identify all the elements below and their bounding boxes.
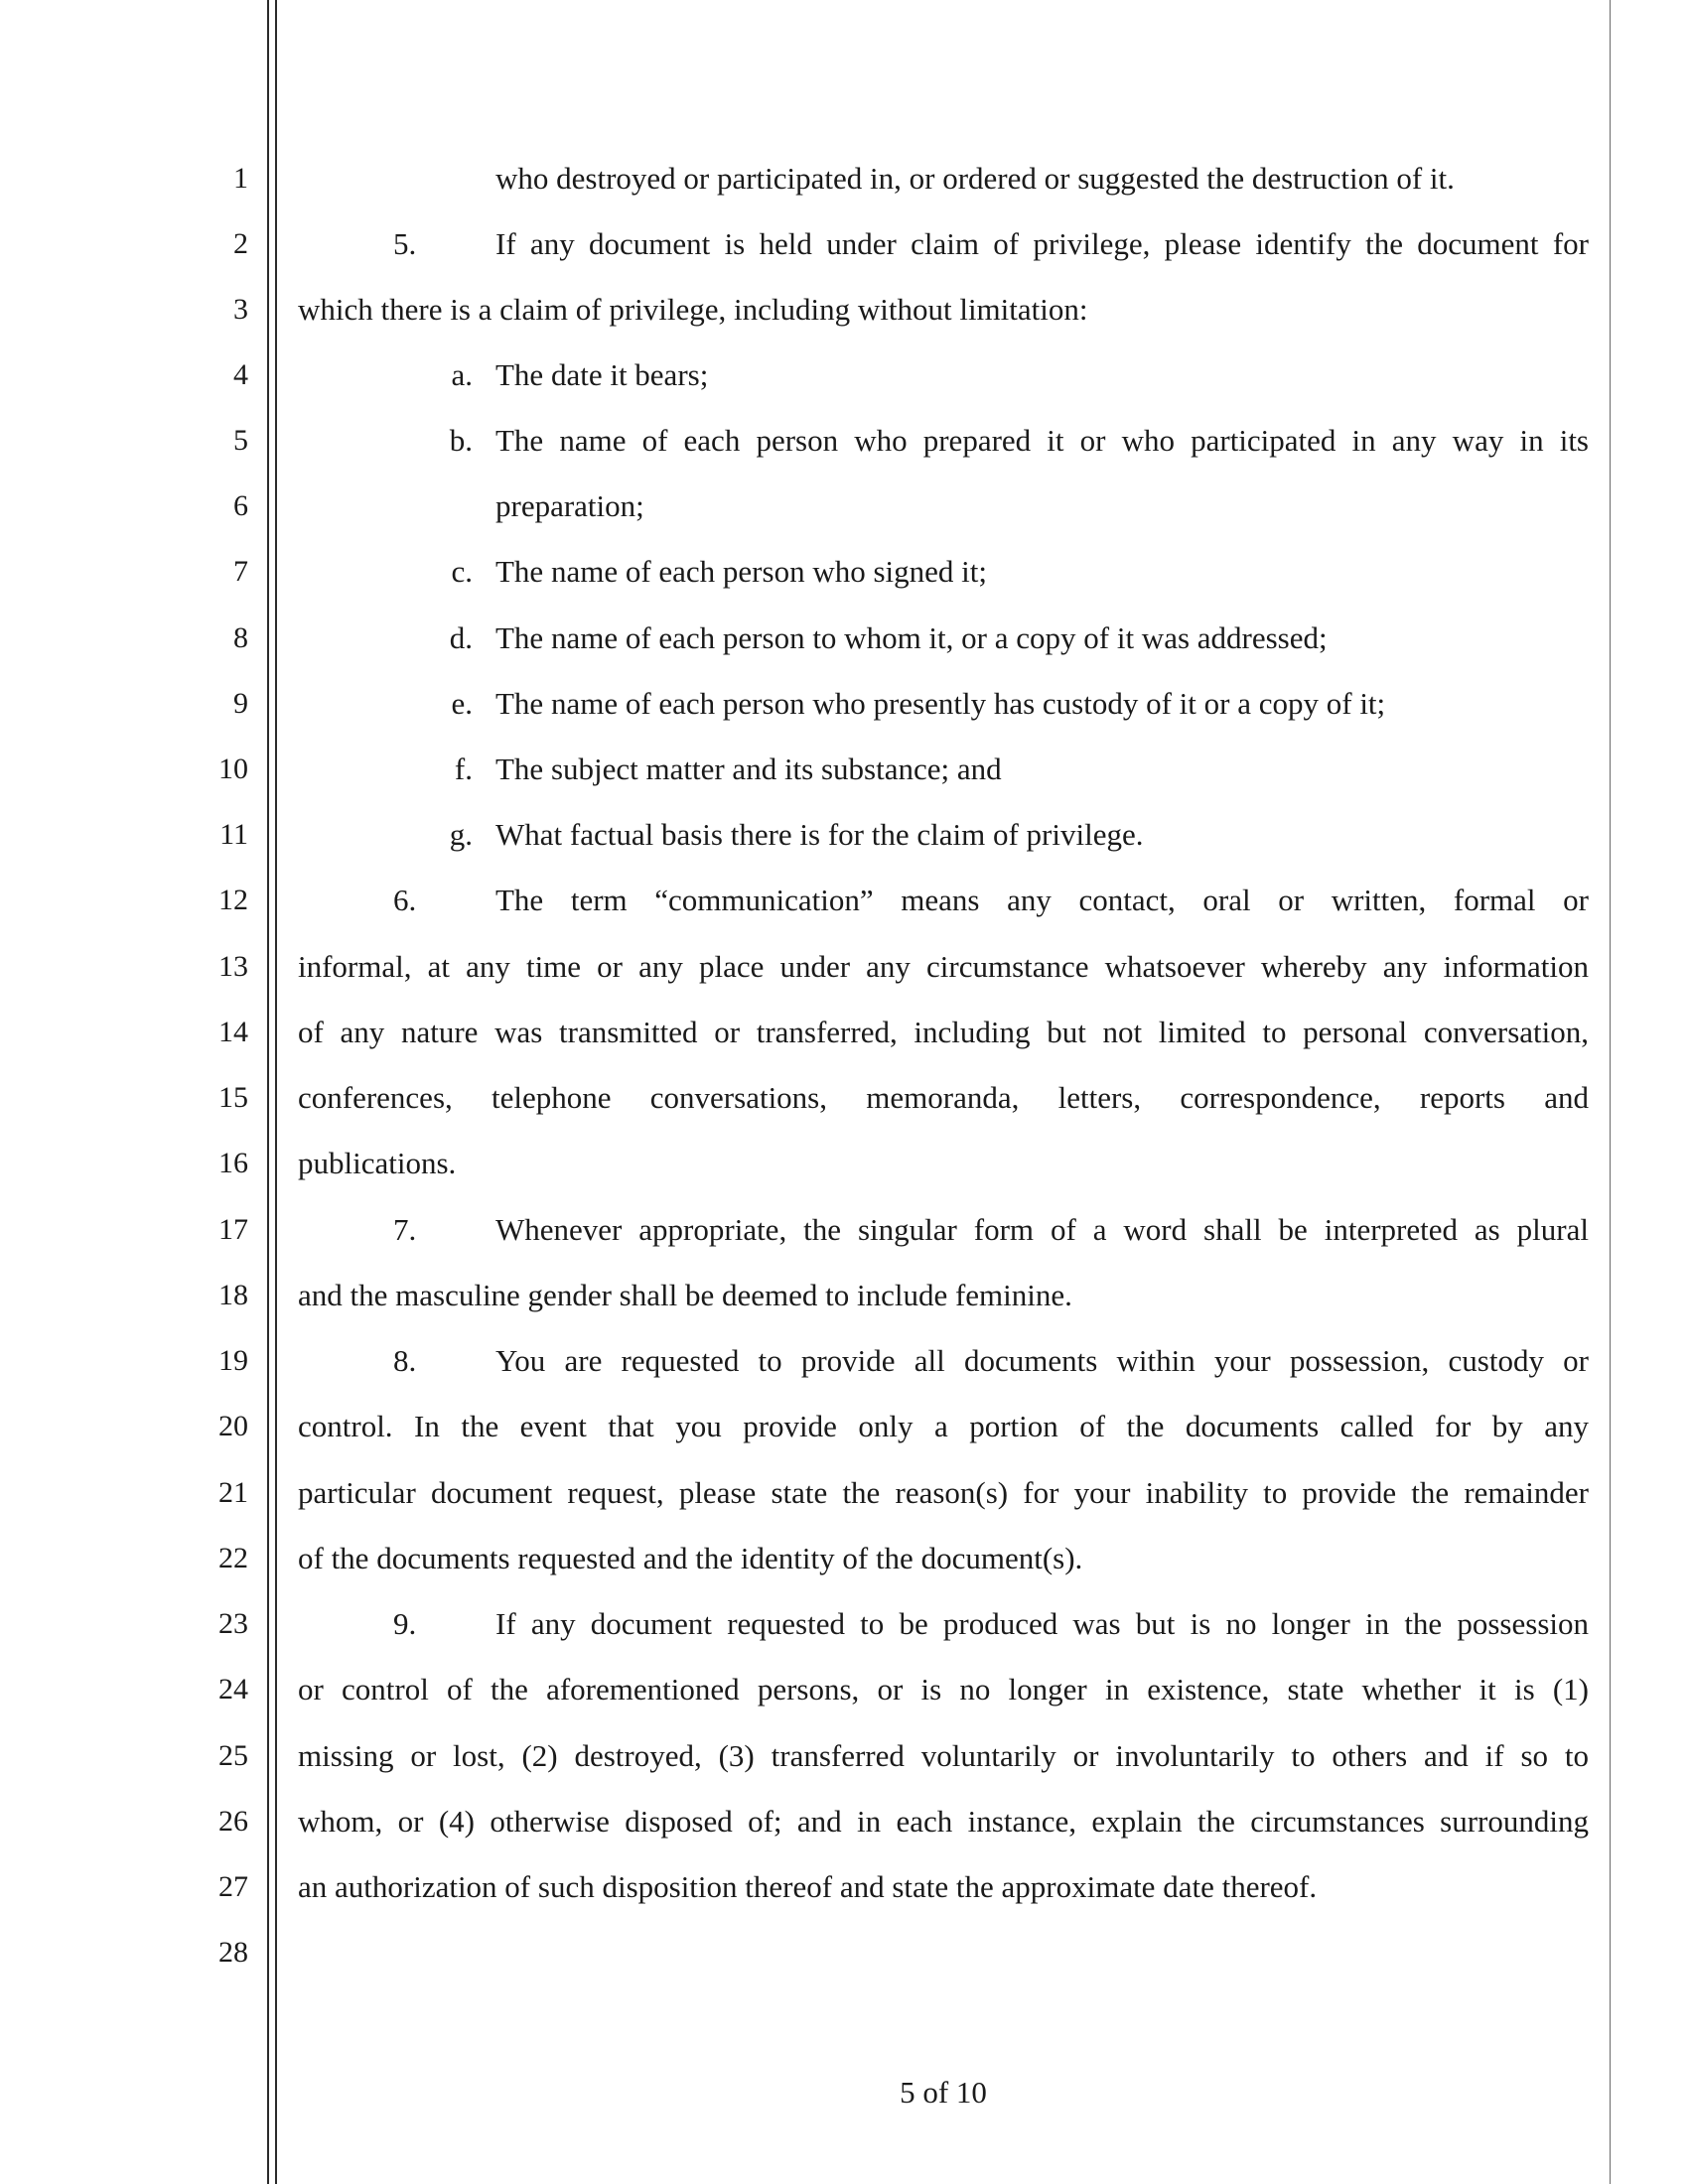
line-number: 25 xyxy=(218,1739,248,1772)
line-number: 8 xyxy=(233,621,248,654)
list-item: The date it bears; xyxy=(495,357,709,392)
text-line: who destroyed or participated in, or ordered or suggested the destruction of it. xyxy=(495,161,1455,196)
text-line: of any nature was transmitted or transferred, including but not limited to personal conversation, xyxy=(298,1015,1589,1049)
line-number: 21 xyxy=(218,1476,248,1509)
line-number: 2 xyxy=(233,227,248,260)
line-number: 22 xyxy=(218,1542,248,1574)
text-line: informal, at any time or any place under any circumstance whatsoever whereby any information xyxy=(298,949,1589,984)
text-line: conferences, telephone conversations, memoranda, letters, correspondence, reports and xyxy=(298,1080,1589,1115)
paragraph-number: 8. xyxy=(393,1343,417,1378)
line-number: 9 xyxy=(233,687,248,720)
line-number: 17 xyxy=(218,1213,248,1246)
text-line: of the documents requested and the identity of the document(s). xyxy=(298,1541,1083,1575)
list-item: The name of each person who signed it; xyxy=(495,554,987,589)
text-line: which there is a claim of privilege, including without limitation: xyxy=(298,292,1088,327)
text-line: If any document is held under claim of privilege, please identify the document for xyxy=(495,226,1589,261)
line-number: 12 xyxy=(218,884,248,916)
line-number: 4 xyxy=(233,358,248,391)
list-item: What factual basis there is for the claim of privilege. xyxy=(495,817,1144,852)
paragraph-number: 9. xyxy=(393,1606,417,1641)
text-line: publications. xyxy=(298,1146,457,1180)
list-marker: g. xyxy=(449,817,473,852)
text-line: Whenever appropriate, the singular form of a word shall be interpreted as plural xyxy=(495,1212,1589,1247)
list-item: The name of each person who prepared it or who participated in any way in its xyxy=(495,423,1589,458)
left-margin-rule-inner xyxy=(275,0,277,2184)
line-number: 1 xyxy=(233,162,248,195)
line-number: 15 xyxy=(218,1081,248,1114)
text-line: You are requested to provide all documents within your possession, custody or xyxy=(495,1343,1589,1378)
text-line: whom, or (4) otherwise disposed of; and in each instance, explain the circumstances surrounding xyxy=(298,1804,1589,1839)
list-marker: e. xyxy=(451,686,473,721)
line-number: 11 xyxy=(219,818,248,851)
list-item: The name of each person to whom it, or a copy of it was addressed; xyxy=(495,620,1328,655)
left-margin-rule xyxy=(267,0,269,2184)
list-marker: b. xyxy=(449,423,473,458)
line-number: 13 xyxy=(218,950,248,983)
text-line: an authorization of such disposition thereof and state the approximate date thereof. xyxy=(298,1869,1318,1904)
line-number: 7 xyxy=(233,555,248,588)
line-number: 19 xyxy=(218,1344,248,1377)
text-line: missing or lost, (2) destroyed, (3) transferred voluntarily or involuntarily to others and if so to xyxy=(298,1738,1589,1773)
line-number: 20 xyxy=(218,1410,248,1442)
right-margin-rule xyxy=(1610,0,1611,2184)
line-number: 14 xyxy=(218,1016,248,1048)
list-item-continuation: preparation; xyxy=(495,488,644,523)
list-marker: a. xyxy=(451,357,473,392)
list-marker: c. xyxy=(451,554,473,589)
paragraph-number: 7. xyxy=(393,1212,417,1247)
line-number: 5 xyxy=(233,424,248,457)
text-line: The term “communication” means any contact, oral or written, formal or xyxy=(495,883,1589,917)
page-number-footer: 5 of 10 xyxy=(900,2075,987,2110)
list-marker: d. xyxy=(449,620,473,655)
line-number: 23 xyxy=(218,1607,248,1640)
line-number: 24 xyxy=(218,1673,248,1706)
line-number: 18 xyxy=(218,1279,248,1311)
list-item: The subject matter and its substance; and xyxy=(495,751,1002,786)
text-line: control. In the event that you provide only a portion of the documents called for by any xyxy=(298,1409,1589,1443)
text-line: or control of the aforementioned persons, or is no longer in existence, state whether it is (1) xyxy=(298,1672,1589,1706)
text-line: If any document requested to be produced was but is no longer in the possession xyxy=(495,1606,1589,1641)
list-marker: f. xyxy=(454,751,473,786)
paragraph-number: 5. xyxy=(393,226,417,261)
line-number: 26 xyxy=(218,1805,248,1838)
line-number: 3 xyxy=(233,293,248,326)
line-number: 6 xyxy=(233,489,248,522)
line-number: 27 xyxy=(218,1870,248,1903)
text-line: particular document request, please state the reason(s) for your inability to provide the remainder xyxy=(298,1475,1589,1510)
text-line: and the masculine gender shall be deemed to include feminine. xyxy=(298,1278,1072,1312)
line-number: 28 xyxy=(218,1936,248,1969)
line-number: 16 xyxy=(218,1147,248,1179)
line-number: 10 xyxy=(218,752,248,785)
paragraph-number: 6. xyxy=(393,883,417,917)
list-item: The name of each person who presently has custody of it or a copy of it; xyxy=(495,686,1386,721)
